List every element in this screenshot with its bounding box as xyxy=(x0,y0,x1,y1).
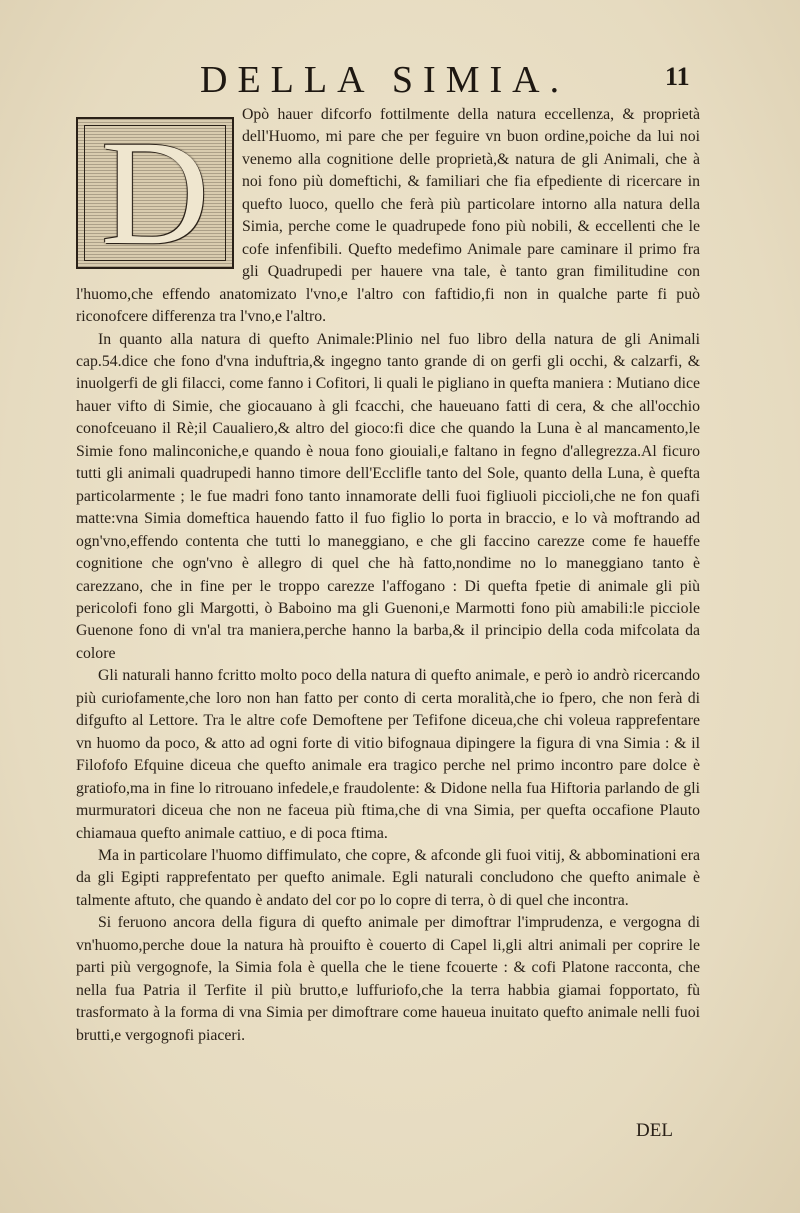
paragraph-3: Gli naturali hanno fcritto molto poco della natura di quefto animale, e però io andrò ricercando più curiofamente,che loro non han fatto per conto di certa moralità,che io fpero, che non ferà di difgufto al Lettore. Tra le altre cofe Demoftene per Tefifone diceua,che chi voleua rapprefentare vn huomo da poco, & atto ad ogni forte di vitio bifognaua dipingere la figura di vna Simia : & il Filofofo Efquine diceua che quefto animale era tragico perche nel primo incontro pare dolce è gratiofo,ma in fine lo ritrouano infedele,e fraudolente: & Didone nella fua Hiftoria parlando de gli murmuratori diceua che non ne faceua più ftima,che di vna Simia, per quefta occafione Plauto chiamaua quefto animale cattiuo, e di poca ftima. xyxy=(76,667,700,842)
initial-letter: D xyxy=(84,125,226,261)
body-text xyxy=(76,104,700,1047)
running-head: DELLA SIMIA. xyxy=(200,59,570,101)
paragraph-5: Si feruono ancora della figura di quefto animale per dimoftrar l'imprudenza, e vergogna di vn'huomo,perche doue la natura hà prouifto è couerto di Capel li,gli altri animali per coprire le parti più vergognofe, la Simia fola è quella che le tiene fcouerte : & cofi Platone racconta, che nella fua Patria il Terfite il più brutto,e luffuriofo,che la terra habbia giamai fopportato, fù trasformato à la forma di vna Simia per dimoftrare come haueua inuitato quefto animale nelli fuoi brutti,e vergognofi piaceri. xyxy=(76,914,700,1044)
initial-space xyxy=(76,104,242,278)
paragraph-2: In quanto alla natura di quefto Animale:Plinio nel fuo libro della natura de gli Animali cap.54.dice che fono d'vna induftria,& ingegno tanto grande di on gerfi gli occhi, & calzarfi, & inuolgerfi de gli filacci, come fanno i Cofitori, li quali le pigliano in quefta maniera : Mutiano dice hauer vifto di Simie, che giocauano à gli fcacchi, che haueuano fatti di cera, & che all'occhio conofceuano il Rè;il Caualiero,& altro del gioco:fi dice che quando la Luna è al mancamento,le Simie fono malinconiche,e quando è noua fono giouiali,e faltano in fegno d'allegrezza.Al ficuro tutti gli animali quadrupedi hanno timore dell'Ecclifle tanto del Sole, quanto della Luna, è quefta particolarmente ; le fue madri fono tanto innamorate delli fuoi figliuoli piccioli,che ne fon quafi matte:vna Simia domeftica hauendo fatto il fuo figlio lo porta in braccio, e lo và moftrando ad ogn'vno,effendo contenta che tutti lo maneggiano, e che gli faccino carezze come fe haueffe cognitione che ogn'vno è allegro di quel che hà fatto,nondime no lo maneggiano tanto è carezzano, che in fine per le troppo carezze l'affogano : Di quefta fpetie di animale gli più pericolofi fono gli Margotti, ò Baboino ma gli Guenoni,e Marmotti fono più amabili:le picciole Guenone fono di vn'al tra maniera,perche hanno la barba,& il principio della coda mifcolata da colore xyxy=(76,330,700,662)
paragraph-4: Ma in particolare l'huomo diffimulato, che copre, & afconde gli fuoi vitij, & abbominationi era da gli Egipti rapprefentato per quefto animale. Egli naturali concludono che quefto animale è talmente aftuto, che quando è andato del cor po lo copre di terra, ò di quel che incontra. xyxy=(76,846,700,909)
paragraph-1: Opò hauer difcorfo fottilmente della natura eccellenza, & proprietà dell'Huomo, mi pare che per feguire vn buon ordine,poiche da lui noi venemo alla cognitione delle proprietà,& natura de gli Animali, che à noi fono più domeftichi, & familiari che fia efpediente di ricercare in quefto luoco, quello che ferà più particolare intorno alla natura della Simia, perche come le quadrupede fono più nobili, & eccellenti che le cofe infenfibili. Quefto medefimo Animale pare caminare il primo fra gli Quadrupedi per hauere vna tale, è tanto gran fimilitudine con l'huomo,che effendo anatomizato l'vno,e l'altro con faftidio,fi non in qualche parte fi può riconofcere differenza tra l'vno,e l'altro. xyxy=(76,106,700,326)
catchword: DEL xyxy=(636,1120,673,1141)
folio-number: 11 xyxy=(665,62,690,91)
